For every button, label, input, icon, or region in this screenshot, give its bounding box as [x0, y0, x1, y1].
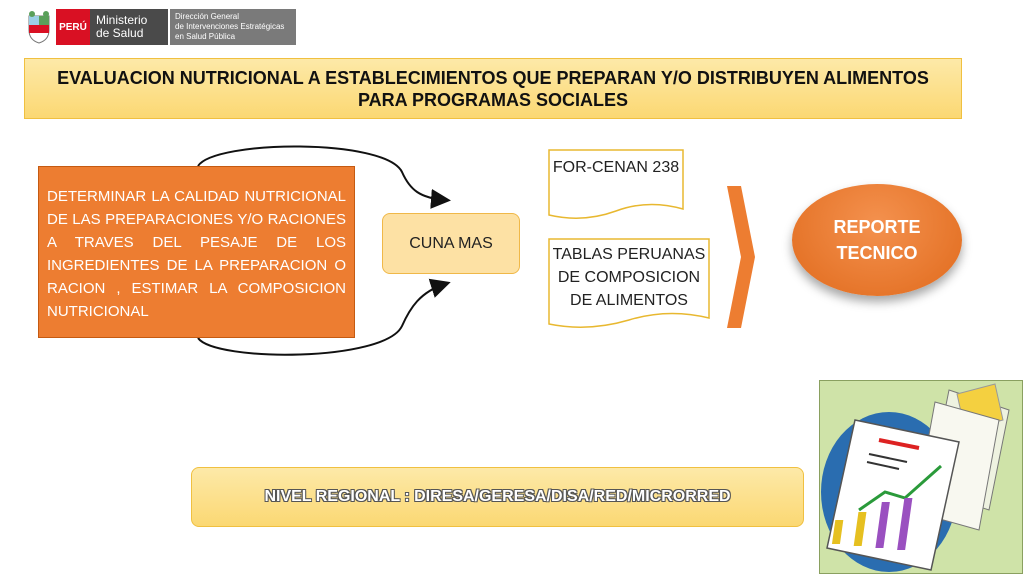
directorate-line3: en Salud Pública [175, 32, 236, 41]
report-line1: REPORTE [833, 217, 921, 237]
report-line2: TECNICO [836, 243, 918, 263]
document-tablas-peruanas [548, 238, 710, 328]
ministry-line2: de Salud [96, 26, 144, 40]
slide-title: EVALUACION NUTRICIONAL A ESTABLECIMIENTOS QUE PREPARAN Y/O DISTRIBUYEN ALIMENTOS PARA PROGRAMAS SOCIALES [24, 58, 962, 119]
regional-level-box: NIVEL REGIONAL : DIRESA/GERESA/DISA/RED/MICRORRED [191, 467, 804, 527]
ministry-line1: Ministerio [96, 13, 148, 27]
chevron-right-icon [727, 186, 755, 328]
report-chart-clipart-icon [819, 380, 1023, 574]
directorate-line1: Dirección General [175, 12, 240, 21]
document-for-cenan-label: FOR-CENAN 238 [552, 159, 680, 176]
peru-logo: PERÚ [56, 9, 90, 45]
description-box: DETERMINAR LA CALIDAD NUTRICIONAL DE LAS PREPARACIONES Y/O RACIONES A TRAVES DEL PESAJE DE LOS INGREDIENTES DE LA PREPARACION O RACION , ESTIMAR LA COMPOSICION NUTRICIONAL [38, 166, 355, 338]
program-box: CUNA MAS [382, 213, 520, 274]
report-oval [792, 184, 962, 296]
directorate-line2: de Intervenciones Estratégicas [175, 22, 285, 31]
document-tablas-label: TABLAS PERUANAS DE COMPOSICION DE ALIMENTOS [552, 246, 706, 309]
document-for-cenan [548, 149, 684, 221]
